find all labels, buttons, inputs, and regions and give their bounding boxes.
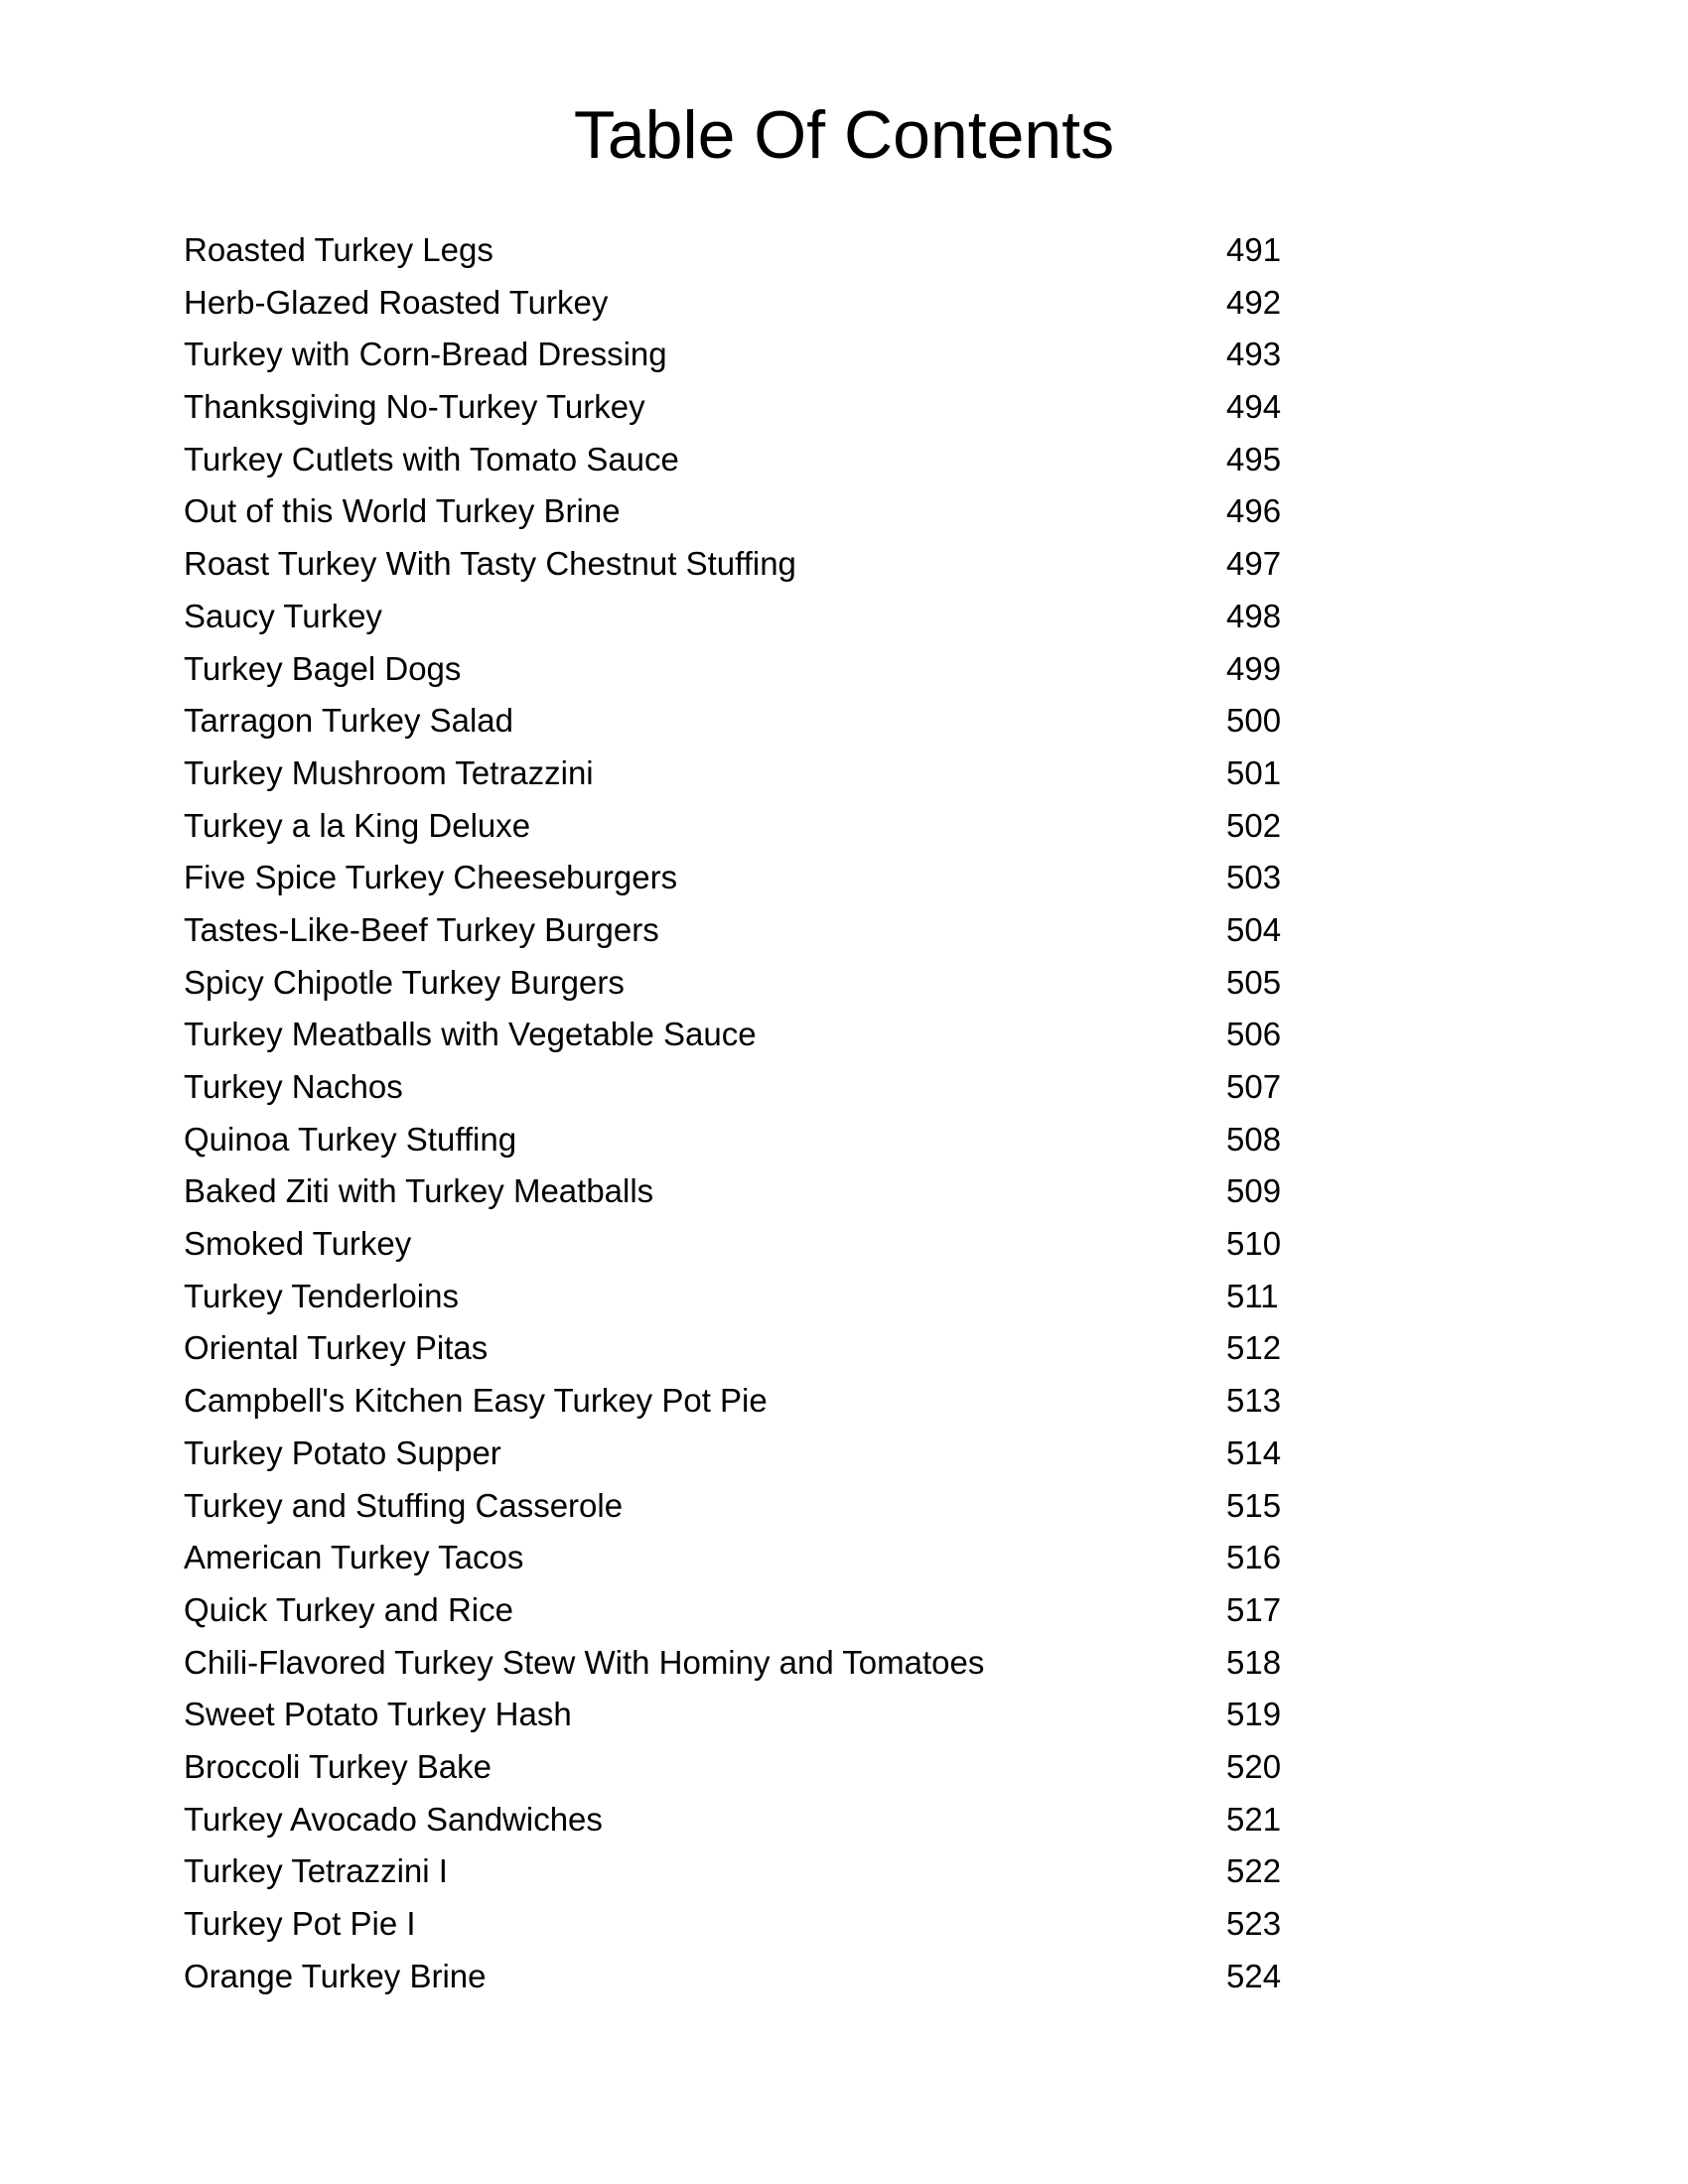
toc-entry (184, 1009, 1296, 1061)
toc-entry-title: Turkey and Stuffing Casserole (184, 1486, 624, 1524)
toc-entry-page-number: 501 (1226, 753, 1282, 791)
toc-entry-title: Thanksgiving No-Turkey Turkey (184, 388, 645, 426)
toc-entry-title: Quinoa Turkey Stuffing (184, 1120, 517, 1158)
toc-entry (184, 277, 1296, 330)
toc-list (184, 224, 1296, 2002)
toc-entry-page-number: 508 (1226, 1120, 1282, 1158)
toc-entry (184, 1165, 1296, 1218)
toc-entry-page-number: 491 (1226, 231, 1282, 268)
toc-entry (184, 1532, 1296, 1584)
toc-entry-page-number: 503 (1226, 859, 1282, 896)
toc-entry (184, 591, 1296, 643)
toc-entry (184, 1061, 1296, 1114)
toc-entry (184, 904, 1296, 957)
toc-entry-title: Roast Turkey With Tasty Chestnut Stuffing (184, 545, 796, 583)
toc-entry-title: Roasted Turkey Legs (184, 231, 493, 268)
toc-entry-title: Turkey with Corn-Bread Dressing (184, 336, 667, 373)
toc-entry-title: Broccoli Turkey Bake (184, 1747, 492, 1785)
toc-entry-page-number: 496 (1226, 492, 1282, 530)
toc-entry-page-number: 521 (1226, 1800, 1282, 1838)
toc-entry-page-number: 522 (1226, 1852, 1282, 1890)
toc-entry (184, 1637, 1296, 1690)
toc-entry-page-number: 504 (1226, 910, 1282, 948)
toc-entry-page-number: 509 (1226, 1172, 1282, 1210)
toc-entry-page-number: 514 (1226, 1433, 1282, 1471)
toc-entry (184, 224, 1296, 277)
toc-entry-title: Out of this World Turkey Brine (184, 492, 621, 530)
toc-entry-title: Tarragon Turkey Salad (184, 702, 514, 740)
toc-entry-title: Smoked Turkey (184, 1225, 412, 1263)
toc-entry-title: Sweet Potato Turkey Hash (184, 1696, 572, 1733)
toc-entry-title: Turkey Mushroom Tetrazzini (184, 753, 594, 791)
toc-entry (184, 381, 1296, 434)
toc-entry-page-number: 500 (1226, 702, 1282, 740)
toc-entry (184, 1689, 1296, 1741)
toc-entry (184, 1322, 1296, 1375)
toc-entry-page-number: 515 (1226, 1486, 1282, 1524)
toc-entry (184, 1794, 1296, 1846)
toc-entry-page-number: 511 (1226, 1277, 1279, 1314)
toc-entry (184, 852, 1296, 904)
toc-entry-page-number: 517 (1226, 1590, 1282, 1628)
toc-entry-page-number: 493 (1226, 336, 1282, 373)
toc-entry-title: Tastes-Like-Beef Turkey Burgers (184, 910, 659, 948)
toc-entry (184, 1428, 1296, 1480)
toc-entry-page-number: 495 (1226, 440, 1282, 478)
toc-entry (184, 1480, 1296, 1533)
toc-entry-title: Spicy Chipotle Turkey Burgers (184, 963, 625, 1001)
toc-entry-page-number: 506 (1226, 1016, 1282, 1053)
toc-entry-page-number: 502 (1226, 806, 1282, 844)
toc-entry-title: Turkey Potato Supper (184, 1433, 501, 1471)
toc-entry (184, 957, 1296, 1010)
toc-entry (184, 695, 1296, 748)
toc-entry (184, 643, 1296, 696)
toc-entry-page-number: 499 (1226, 649, 1282, 687)
toc-entry (184, 329, 1296, 381)
toc-entry (184, 485, 1296, 538)
toc-entry-page-number: 492 (1226, 283, 1282, 321)
toc-entry-page-number: 518 (1226, 1643, 1282, 1681)
toc-entry-title: Five Spice Turkey Cheeseburgers (184, 859, 678, 896)
toc-entry-page-number: 497 (1226, 545, 1282, 583)
toc-entry-title: Turkey Avocado Sandwiches (184, 1800, 603, 1838)
toc-entry-title: Turkey Pot Pie I (184, 1905, 416, 1942)
toc-entry-title: Quick Turkey and Rice (184, 1590, 513, 1628)
toc-entry-title: Campbell's Kitchen Easy Turkey Pot Pie (184, 1382, 768, 1420)
toc-entry (184, 434, 1296, 486)
toc-entry-title: Turkey Bagel Dogs (184, 649, 462, 687)
toc-entry-title: Turkey Tetrazzini I (184, 1852, 448, 1890)
page-title: Table Of Contents (573, 97, 1115, 173)
toc-entry-page-number: 498 (1226, 597, 1282, 634)
toc-entry-title: Orange Turkey Brine (184, 1957, 487, 1994)
toc-entry-page-number: 519 (1226, 1696, 1282, 1733)
toc-entry (184, 1741, 1296, 1794)
toc-entry (184, 538, 1296, 591)
toc-entry-title: American Turkey Tacos (184, 1539, 524, 1576)
toc-entry-title: Turkey Meatballs with Vegetable Sauce (184, 1016, 757, 1053)
toc-entry-page-number: 524 (1226, 1957, 1282, 1994)
toc-entry-page-number: 494 (1226, 388, 1282, 426)
toc-entry-title: Turkey Cutlets with Tomato Sauce (184, 440, 679, 478)
toc-entry (184, 1271, 1296, 1323)
toc-entry-page-number: 505 (1226, 963, 1282, 1001)
toc-entry-page-number: 516 (1226, 1539, 1282, 1576)
toc-entry-title: Turkey Nachos (184, 1068, 403, 1105)
toc-entry (184, 1584, 1296, 1637)
toc-entry-page-number: 523 (1226, 1905, 1282, 1942)
toc-entry (184, 1845, 1296, 1898)
toc-entry-page-number: 520 (1226, 1747, 1282, 1785)
toc-entry (184, 1898, 1296, 1951)
toc-entry (184, 800, 1296, 853)
toc-entry (184, 1375, 1296, 1428)
toc-entry (184, 1951, 1296, 2003)
toc-entry-page-number: 512 (1226, 1329, 1282, 1367)
toc-entry-title: Chili-Flavored Turkey Stew With Hominy and Tomatoes (184, 1643, 985, 1681)
toc-entry-title: Turkey a la King Deluxe (184, 806, 531, 844)
toc-entry-title: Saucy Turkey (184, 597, 382, 634)
toc-entry-title: Herb-Glazed Roasted Turkey (184, 283, 609, 321)
toc-entry-page-number: 510 (1226, 1225, 1282, 1263)
toc-entry (184, 1218, 1296, 1271)
toc-entry-title: Baked Ziti with Turkey Meatballs (184, 1172, 654, 1210)
toc-entry-title: Oriental Turkey Pitas (184, 1329, 489, 1367)
toc-entry-page-number: 513 (1226, 1382, 1282, 1420)
toc-entry (184, 1114, 1296, 1166)
toc-entry-page-number: 507 (1226, 1068, 1282, 1105)
toc-entry-title: Turkey Tenderloins (184, 1277, 459, 1314)
toc-entry (184, 748, 1296, 800)
